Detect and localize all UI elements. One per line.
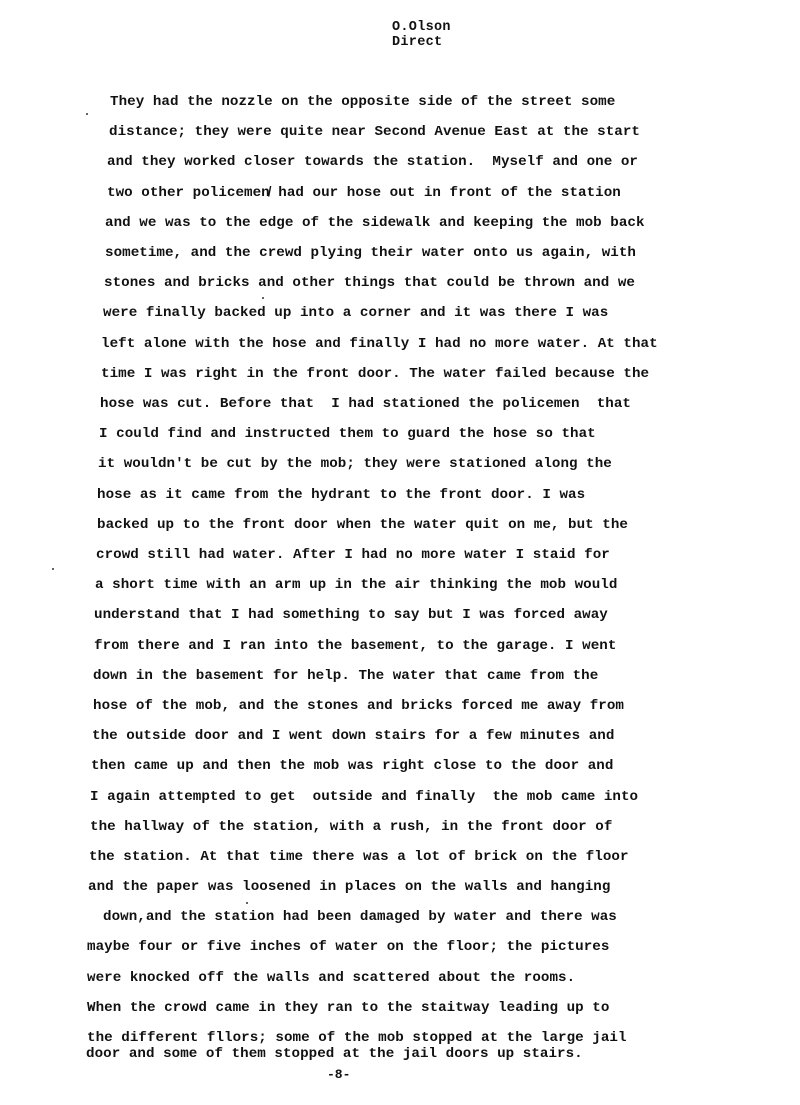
scan-speck <box>262 297 264 299</box>
page-number: -8- <box>327 1067 351 1082</box>
text-line: the hallway of the station, with a rush, in the front door of <box>90 819 613 835</box>
text-line: backed up to the front door when the water quit on me, but the <box>97 517 628 533</box>
text-line: maybe four or five inches of water on the floor; the pictures <box>87 939 610 955</box>
text-line: hose was cut. Before that I had stationed the policemen that <box>100 396 631 412</box>
text-line: understand that I had something to say but I was forced away <box>94 607 608 623</box>
text-line: left alone with the hose and finally I had no more water. At that <box>101 336 658 352</box>
text-line: distance; they were quite near Second Avenue East at the start <box>109 124 640 140</box>
text-line: down in the basement for help. The water that came from the <box>93 668 599 684</box>
text-line: then came up and then the mob was right close to the door and <box>91 758 614 774</box>
witness-name: O.Olson <box>392 20 451 35</box>
text-line: down,and the station had been damaged by water and there was <box>103 909 617 925</box>
text-line: sometime, and the crewd plying their water onto us again, with <box>105 245 636 261</box>
text-line: the station. At that time there was a lot of brick on the floor <box>89 849 629 865</box>
text-line: and they worked closer towards the station. Myself and one or <box>107 154 638 170</box>
text-line: the outside door and I went down stairs for a few minutes and <box>92 728 615 744</box>
text-line: and the paper was loosened in places on the walls and hanging <box>88 879 611 895</box>
text-line: it wouldn't be cut by the mob; they were stationed along the <box>98 456 612 472</box>
text-line: I could find and instructed them to guard the hose so that <box>99 426 596 442</box>
text-line: were knocked off the walls and scattered about the rooms. <box>87 970 576 986</box>
text-line: two other policemen̸ had our hose out in front of the station <box>107 185 621 201</box>
text-line: stones and bricks and other things that could be thrown and we <box>104 275 635 291</box>
text-line: I again attempted to get outside and finally the mob came into <box>90 789 639 805</box>
text-line: were finally backed up into a corner and it was there I was <box>103 305 609 321</box>
text-line: time I was right in the front door. The water failed because the <box>101 366 650 382</box>
examination-type: Direct <box>392 35 443 50</box>
text-line: hose as it came from the hydrant to the front door. I was <box>97 487 586 503</box>
text-line: and we was to the edge of the sidewalk and keeping the mob back <box>105 215 645 231</box>
text-line: door and some of them stopped at the jail doors up stairs. <box>86 1046 583 1062</box>
text-line: hose of the mob, and the stones and bricks forced me away from <box>93 698 624 714</box>
text-line: a short time with an arm up in the air thinking the mob would <box>95 577 618 593</box>
text-line: They had the nozzle on the opposite side of the street some <box>110 94 616 110</box>
text-line: from there and I ran into the basement, to the garage. I went <box>94 638 617 654</box>
text-line: When the crowd came in they ran to the staitway leading up to <box>87 1000 610 1016</box>
text-line: the different fllors; some of the mob stopped at the large jail <box>87 1030 627 1046</box>
scan-speck <box>246 902 248 904</box>
text-line: crowd still had water. After I had no more water I staid for <box>96 547 610 563</box>
scan-speck <box>52 568 54 570</box>
scan-speck <box>86 113 88 115</box>
page-header <box>392 20 451 50</box>
